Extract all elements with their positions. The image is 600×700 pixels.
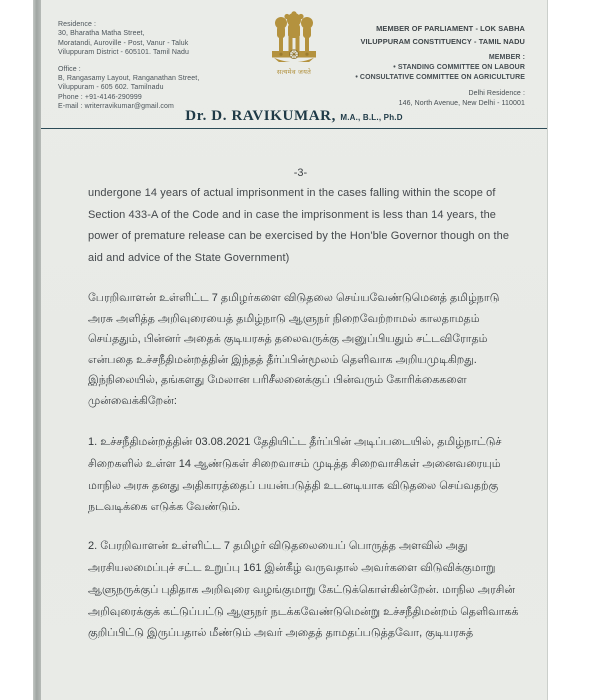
satyameva-jayate-motto: सत्यमेव जयते <box>276 69 312 76</box>
residence-address-line: 30, Bharatha Matha Street, <box>58 30 145 38</box>
member-heading: MEMBER : <box>488 54 525 61</box>
text-line: இந்நிலையில், தங்களது மேலான பரிசீலனைக்குப் பின்வரும் கோரிக்கைகளை <box>88 374 467 386</box>
english-paragraph <box>88 183 513 269</box>
office-address-line: Viluppuram - 605 602. Tamilnadu <box>58 84 164 92</box>
tamil-request-2 <box>88 536 519 645</box>
office-phone: Phone : +91-4146-290999 <box>58 93 142 101</box>
author-credentials: M.A., B.L., Ph.D <box>340 113 403 122</box>
text-line: மாநில அரசு தனது அதிகாரத்தைப் பயன்படுத்தி உடனடியாக விடுதலை செய்வதற்கு <box>88 479 499 492</box>
committee-item: • STANDING COMMITTEE ON LABOUR <box>393 64 525 71</box>
office-label: Office : <box>58 65 81 73</box>
residence-label: Residence : <box>58 21 97 28</box>
office-address-line: B, Rangasamy Layout, Ranganathan Street, <box>58 75 200 83</box>
text-line: அரசியலமைப்புச் சட்ட உறுப்பு 161 இன்கீழ் வருவதால் அவர்களை விடுவிக்குமாறு <box>88 561 496 574</box>
committee-item: • CONSULTATIVE COMMITTEE ON AGRICULTURE <box>355 74 525 81</box>
text-line: முன்வைக்கிறேன்: <box>88 394 177 407</box>
text-line: செய்ததும், பின்னர் அதைக் குடியரசுத் தலைவருக்கு அனுப்பியதும் சட்டவிரோதம் <box>88 333 488 345</box>
text-line: 1. உச்சநீதிமன்றத்தின் 03.08.2021 தேதியிட்ட தீர்ப்பின் அடிப்படையில், தமிழ்நாட்டுச் <box>88 436 502 448</box>
left-address-column <box>58 20 199 112</box>
page-number: -3- <box>293 167 308 179</box>
text-line: ஆளுநருக்குப் புதிதாக அறிவுரை வழங்குமாறு கேட்டுக்கொள்கின்றேன். மாநில அரசின் <box>88 583 516 596</box>
tamil-request-1 <box>88 432 513 519</box>
text-line: என்பதை உச்சநீதிமன்றத்தின் இந்தத் தீர்ப்பின்மூலம் தெளிவாக அறியமுடிகிறது. <box>88 353 477 366</box>
text-line: power of premature release can be exercised by the Hon'ble Governor though on the <box>88 230 510 242</box>
text-line: பேரறிவாளன் உள்ளிட்ட 7 தமிழர்களை விடுதலை செய்யவேண்டுமெனத் தமிழ்நாடு <box>88 292 500 304</box>
text-line: aid and advice of the State Government) <box>88 251 290 264</box>
letter-page <box>41 0 548 700</box>
ashoka-lion-capital-icon <box>269 10 319 62</box>
residence-address-line: Moratandi, Auroville - Post, Vanur - Taluk <box>58 39 189 47</box>
delhi-residence-label: Delhi Residence : <box>468 90 525 97</box>
constituency-title: VILUPPURAM CONSTITUENCY - TAMIL NADU <box>360 37 525 46</box>
text-line: குறிப்பிட்டு இருப்பதால் மீண்டும் அவர் அதைத் தாமதப்படுத்தவோ, குடியரசுத் <box>88 627 474 640</box>
tamil-paragraph <box>88 288 513 411</box>
right-titles-column <box>355 22 525 109</box>
text-line: சிறைகளில் உள்ள 14 ஆண்டுகள் சிறைவாசம் முடித்த சிறைவாசிகள் அனைவரையும் <box>88 457 501 470</box>
residence-address-line: Viluppuram District - 605101. Tamil Nadu <box>58 49 189 57</box>
text-line: Section 433-A of the Code and in case the imprisonment is less than 14 years, the <box>88 208 496 221</box>
text-line: நடவடிக்கை எடுக்க வேண்டும். <box>88 501 241 514</box>
text-line: அறிவுரைக்குக் கட்டுப்பட்டு ஆளுநர் நடக்கவேண்டுமென்று உச்சநீதிமன்றம் தெளிவாகக் <box>88 605 519 618</box>
residence-address-block <box>58 20 199 58</box>
mp-title: MEMBER OF PARLIAMENT - LOK SABHA <box>376 24 525 33</box>
text-line: 2. பேரறிவாளன் உள்ளிட்ட 7 தமிழர் விடுதலையைப் பொருத்த அளவில் அது <box>88 540 468 553</box>
author-name-row <box>41 107 547 125</box>
author-name: Dr. D. RAVIKUMAR, <box>185 108 336 124</box>
letter-body <box>88 129 519 645</box>
office-email: E-mail : writerravikumar@gmail.com <box>58 103 174 111</box>
office-address-block <box>58 65 199 112</box>
text-line: அரசு அளித்த அறிவுரையைத் தமிழ்நாடு ஆளுநர் நிறைவேற்றாமல் காலதாமதம் <box>88 312 480 325</box>
national-emblem <box>251 10 337 76</box>
text-line: undergone 14 years of actual imprisonment in the cases falling within the scope of <box>88 187 496 199</box>
scan-edge-shadow <box>33 0 41 700</box>
letterhead <box>41 0 547 111</box>
delhi-residence-address: 146, North Avenue, New Delhi - 110001 <box>398 100 525 107</box>
